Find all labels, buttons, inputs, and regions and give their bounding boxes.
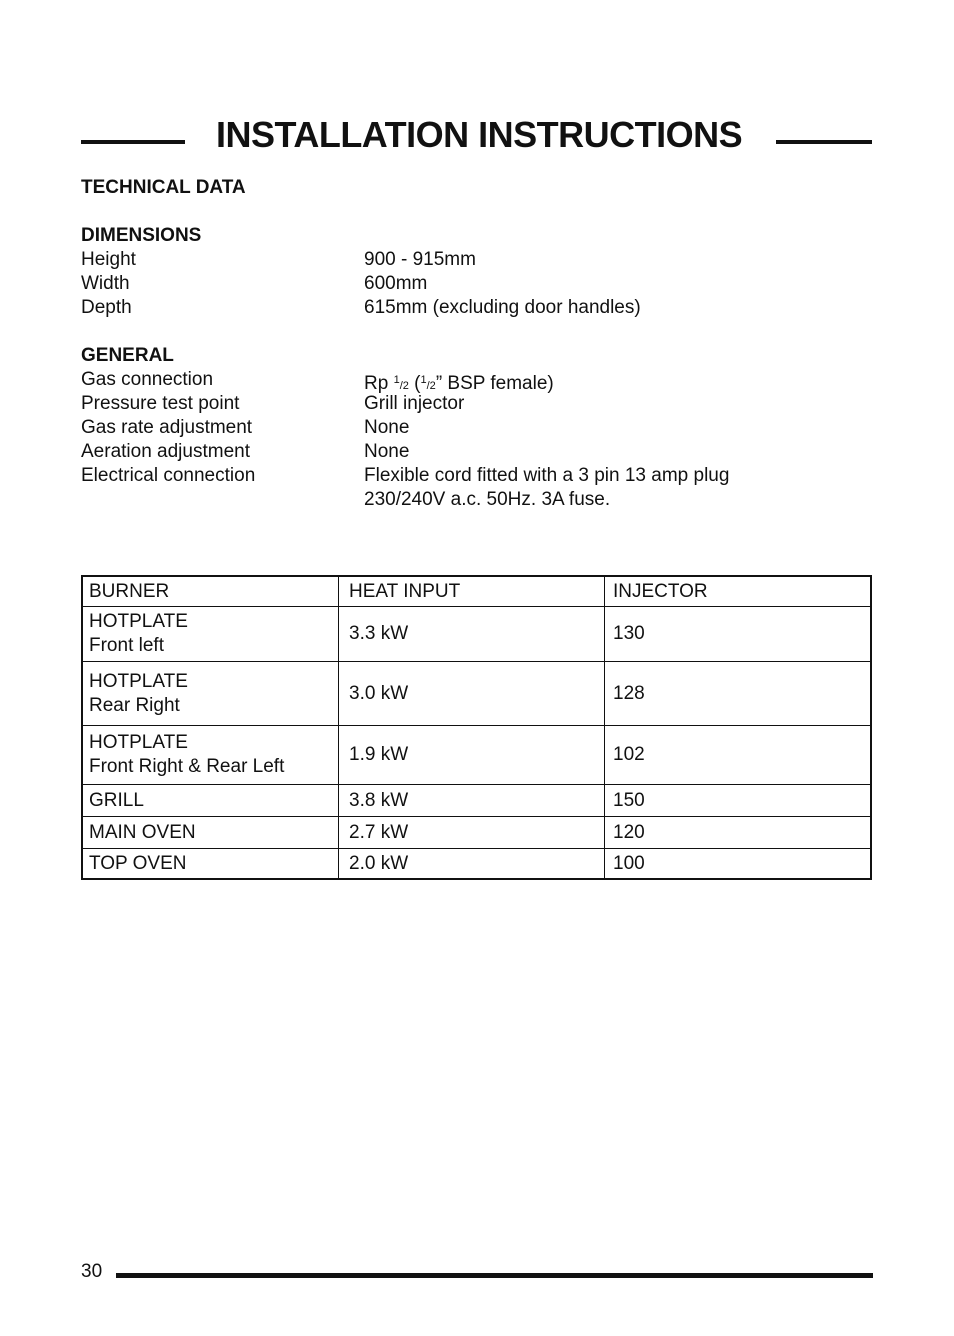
page-title: INSTALLATION INSTRUCTIONS xyxy=(216,114,743,155)
heat-input-cell: 3.8 kW xyxy=(339,785,605,817)
spec-label: Gas connection xyxy=(81,369,214,390)
spec-value: Flexible cord fitted with a 3 pin 13 amp plug xyxy=(364,465,730,486)
spec-value: 615mm (excluding door handles) xyxy=(364,297,641,318)
spec-value: 230/240V a.c. 50Hz. 3A fuse. xyxy=(364,489,611,510)
gas-suffix: ” BSP female) xyxy=(435,373,554,394)
burner-type: HOTPLATE xyxy=(89,732,188,753)
technical-data-heading: TECHNICAL DATA xyxy=(81,177,246,198)
injector-cell: 130 xyxy=(605,607,872,662)
fraction-denominator: /2 xyxy=(426,380,436,392)
spec-value: 900 - 915mm xyxy=(364,249,476,270)
spec-label: Gas rate adjustment xyxy=(81,417,253,438)
heat-input-cell: 1.9 kW xyxy=(339,726,605,785)
spec-label: Aeration adjustment xyxy=(81,441,250,462)
spec-value: Grill injector xyxy=(364,393,465,414)
table-row xyxy=(82,607,871,662)
burner-cell xyxy=(82,607,339,662)
burner-cell xyxy=(82,726,339,785)
burner-cell: TOP OVEN xyxy=(82,849,339,880)
spec-label: Height xyxy=(81,249,136,270)
table-row xyxy=(82,849,871,880)
heat-input-cell: 3.3 kW xyxy=(339,607,605,662)
table-row xyxy=(82,662,871,726)
injector-cell: 128 xyxy=(605,662,872,726)
burner-table xyxy=(81,575,872,880)
burner-cell: GRILL xyxy=(82,785,339,817)
heat-input-cell: 2.7 kW xyxy=(339,817,605,849)
fraction-numerator: 1 xyxy=(393,374,400,386)
spec-label: Electrical connection xyxy=(81,465,256,486)
table-row xyxy=(82,817,871,849)
page-number: 30 xyxy=(81,1261,103,1282)
injector-cell: 120 xyxy=(605,817,872,849)
table-row xyxy=(82,785,871,817)
column-header: INJECTOR xyxy=(605,576,872,607)
burner-cell xyxy=(82,662,339,726)
gas-mid: ( xyxy=(408,373,421,394)
burner-cell: MAIN OVEN xyxy=(82,817,339,849)
burner-position: Rear Right xyxy=(89,694,180,716)
heat-input-cell: 3.0 kW xyxy=(339,662,605,726)
title-rule-left xyxy=(81,140,185,144)
table-header-row xyxy=(82,576,871,607)
heat-input-cell: 2.0 kW xyxy=(339,849,605,880)
general-heading: GENERAL xyxy=(81,345,174,366)
gas-prefix: Rp xyxy=(364,373,394,394)
footer-rule xyxy=(116,1273,873,1278)
title-rule-right xyxy=(776,140,872,144)
injector-cell: 102 xyxy=(605,726,872,785)
burner-type: HOTPLATE xyxy=(89,670,188,692)
spec-value: 600mm xyxy=(364,273,428,294)
fraction-numerator: 1 xyxy=(420,374,427,386)
fraction-denominator: /2 xyxy=(399,380,409,392)
spec-label: Pressure test point xyxy=(81,393,240,414)
title-row xyxy=(81,110,872,160)
spec-value: None xyxy=(364,441,410,462)
spec-label: Width xyxy=(81,273,130,294)
burner-position: Front Right & Rear Left xyxy=(89,756,285,777)
column-header: HEAT INPUT xyxy=(339,576,605,607)
injector-cell: 100 xyxy=(605,849,872,880)
injector-cell: 150 xyxy=(605,785,872,817)
spec-value: None xyxy=(364,417,410,438)
dimensions-heading: DIMENSIONS xyxy=(81,225,202,246)
column-header: BURNER xyxy=(82,576,339,607)
burner-position: Front left xyxy=(89,635,164,656)
spec-label: Depth xyxy=(81,297,132,318)
burner-type: HOTPLATE xyxy=(89,611,188,632)
table-row xyxy=(82,726,871,785)
